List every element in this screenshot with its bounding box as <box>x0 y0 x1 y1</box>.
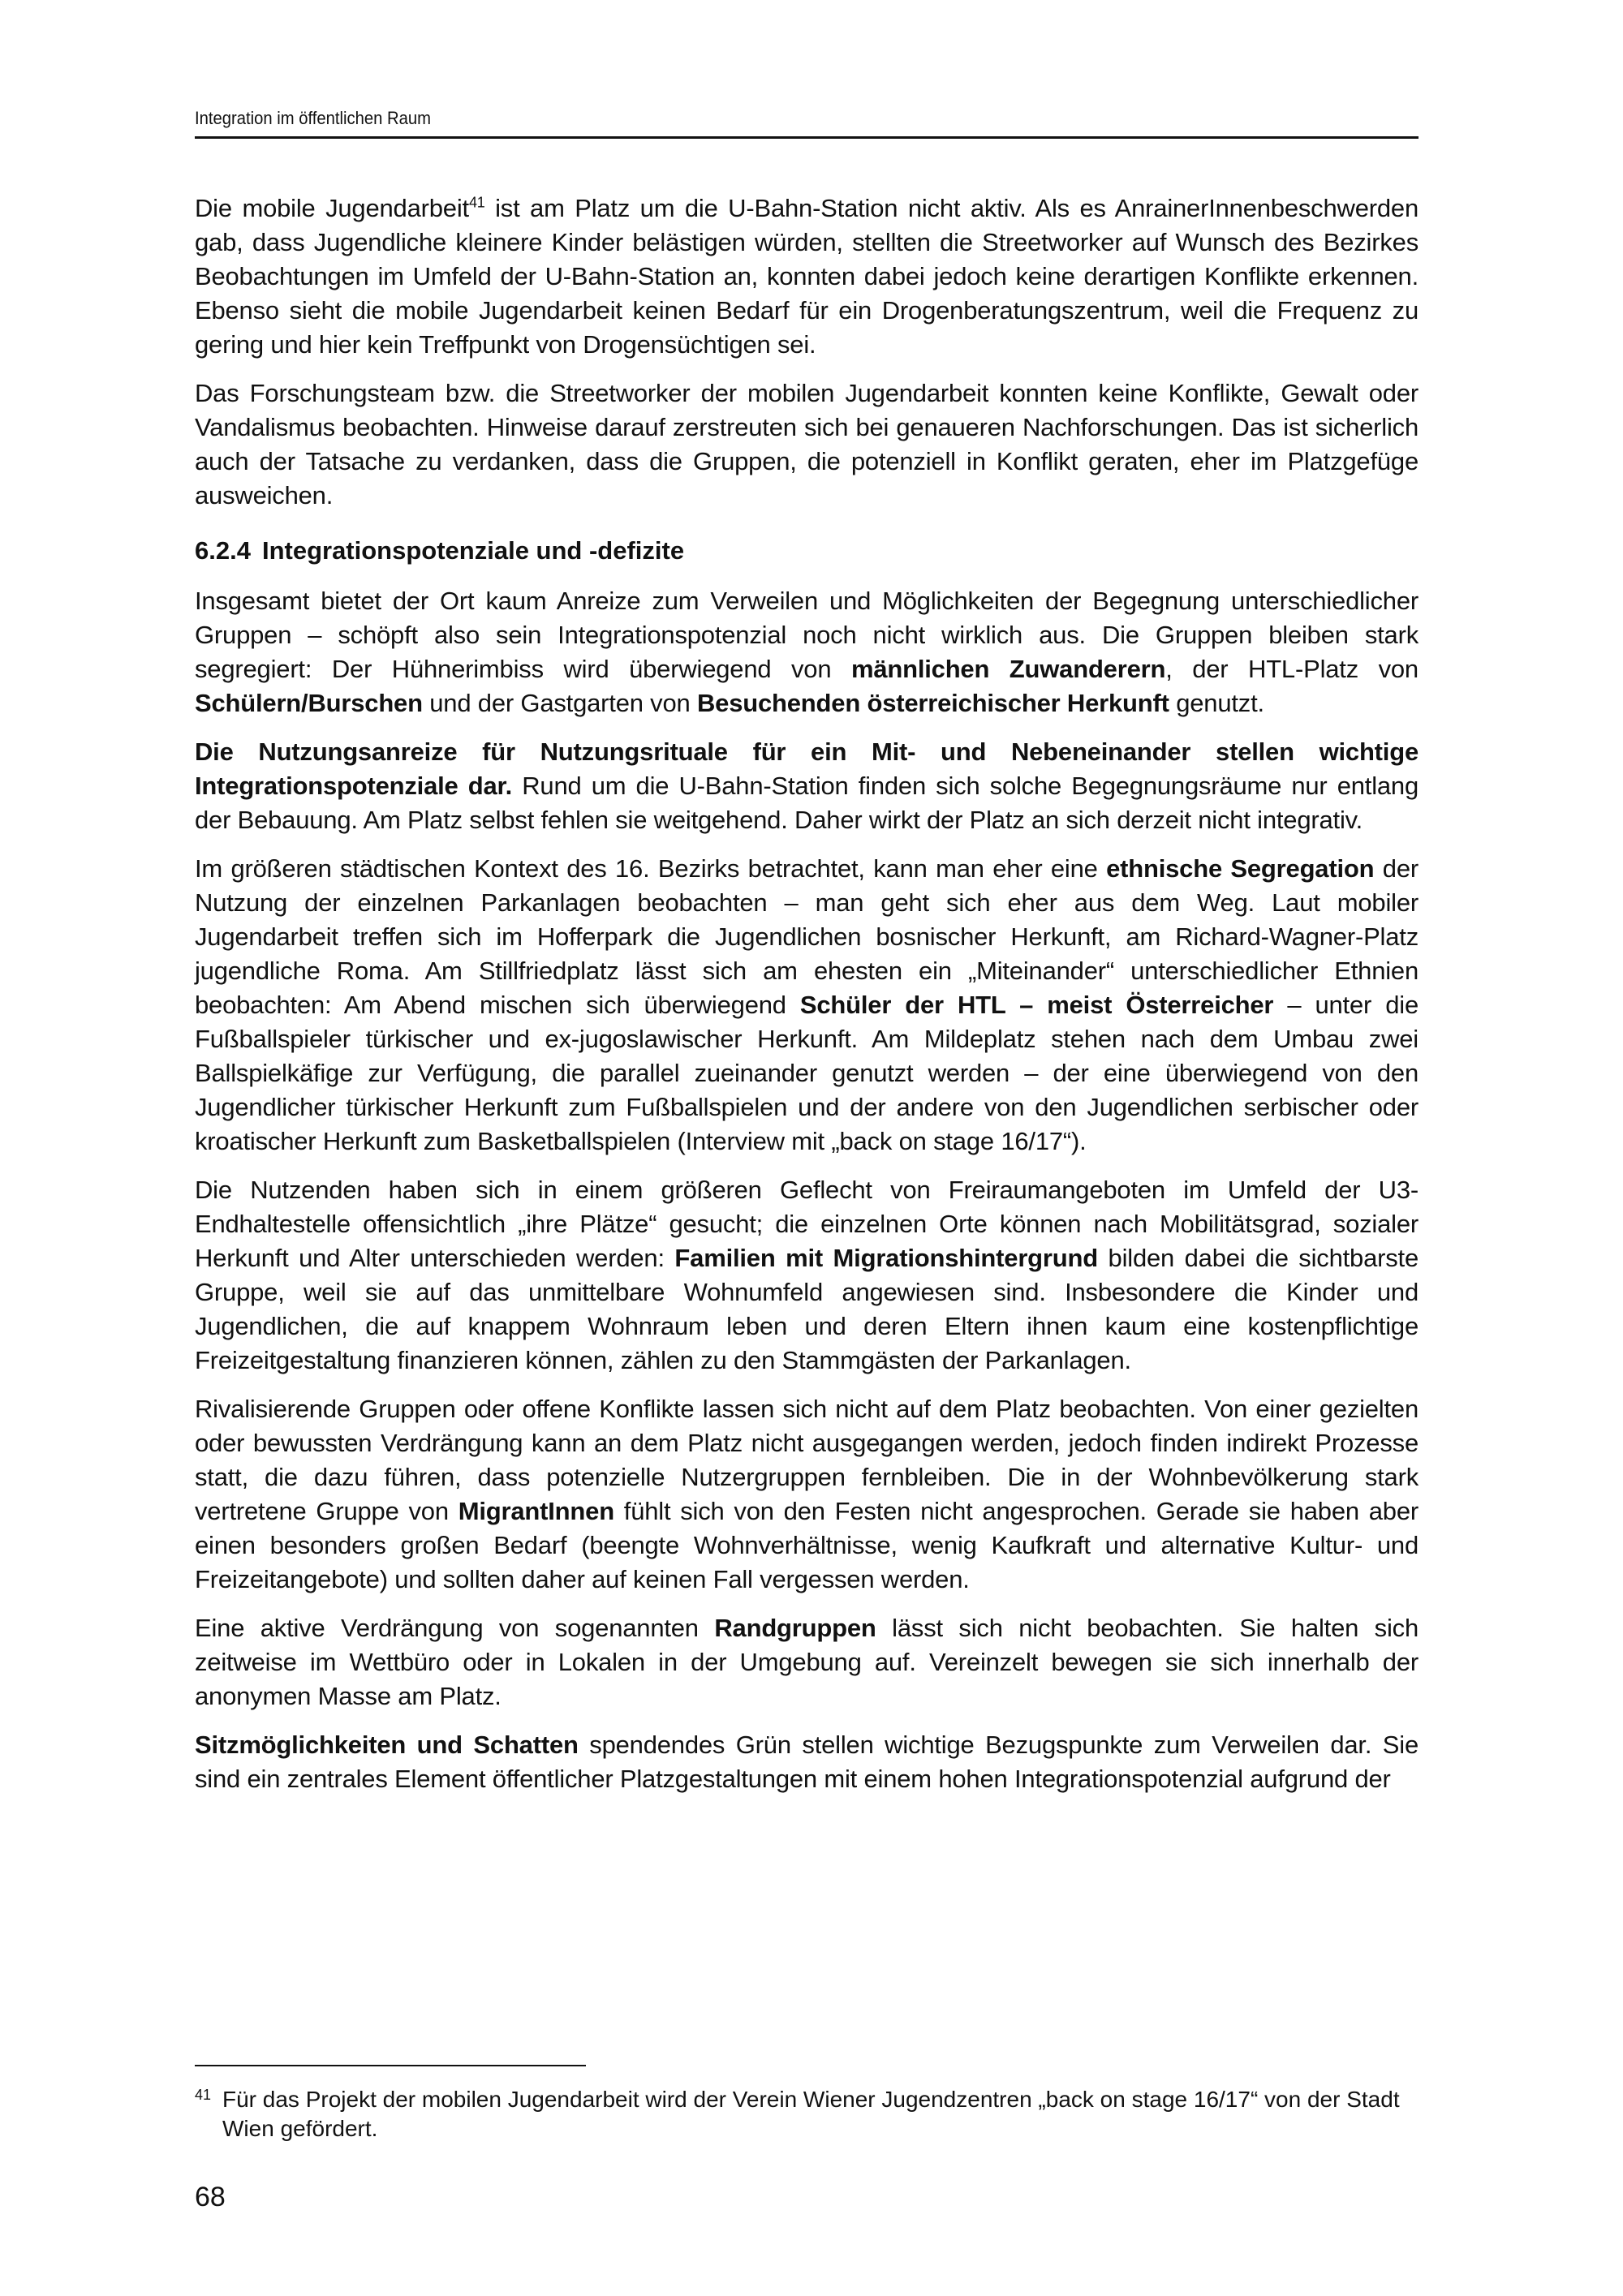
text-run: bilden dabei die sichtbarste Gruppe, weil sie auf das unmittelbare Wohnumfeld angewiesen sind. Insbesondere die Kinder und Jugendlichen, die auf knappem Wohnraum leben und deren Eltern ihnen kaum eine kostenpflichtige Freizeitgestaltung finanzieren können, zählen zu den Stammgästen der Parkanlagen. <box>195 1244 1419 1374</box>
bold-text: Familien mit Migrationshintergrund <box>674 1244 1098 1272</box>
text-run: fühlt sich von den Festen nicht angesprochen. Gerade sie haben aber einen besonders großen Bedarf (beengte Wohnverhältnisse, wenig Kaufkraft und alternative Kultur- und Freizeitangebote) und sollten daher auf keinen Fall vergessen werden. <box>195 1497 1419 1593</box>
bold-text: ethnische Segregation <box>1106 854 1375 883</box>
paragraph <box>195 584 1419 720</box>
bold-text: Besuchenden österreichischer Herkunft <box>696 689 1169 717</box>
footnote <box>195 2085 1419 2143</box>
paragraph <box>195 1392 1419 1597</box>
bold-text: Sitzmöglichkeiten und Schatten <box>195 1731 579 1759</box>
paragraph <box>195 735 1419 837</box>
section-heading <box>195 534 1419 568</box>
section-title: Integrationspotenziale und -defizite <box>261 536 685 565</box>
paragraph <box>195 376 1419 513</box>
text-run: Die Nutzenden haben sich in einem größeren Geflecht von Freiraumangeboten im Umfeld der U3-Endhaltestelle offensichtlich „ihre Plätze“ gesucht; die einzelnen Orte können nach Mobilitätsgrad, sozialer Herkunft und Alter unterschieden werden: <box>195 1176 1419 1272</box>
text-run: spendendes Grün stellen wichtige Bezugspunkte zum Verweilen dar. Sie sind ein zentrales Element öffentlicher Platzgestaltungen mit einem hohen Integrationspotenzial aufgrund der <box>195 1731 1419 1793</box>
text-run: der Nutzung der einzelnen Parkanlagen beobachten – man geht sich eher aus dem Weg. Laut mobiler Jugendarbeit treffen sich im Hofferpark die Jugendlichen bosnischer Herkunft, am Richard-Wagner-Platz jugendliche Roma. Am Stillfriedplatz lässt sich am ehesten ein „Miteinander“ unterschiedlicher Ethnien beobachten: Am Abend mischen sich überwiegend <box>195 854 1419 1019</box>
bold-text: Schülern/Burschen <box>195 689 423 717</box>
text-run: Insgesamt bietet der Ort kaum Anreize zum Verweilen und Möglichkeiten der Begegnung unterschiedlicher Gruppen – schöpft also sein Integrationspotenzial noch nicht wirklich aus. Die Gruppen bleiben stark segregiert: Der Hühnerimbiss wird überwiegend von <box>195 587 1419 683</box>
page-number: 68 <box>195 2182 226 2212</box>
footnote-text: Für das Projekt der mobilen Jugendarbeit wird der Verein Wiener Jugendzentren „back on stage 16/17“ von der Stadt Wien gefördert. <box>222 2087 1400 2141</box>
section-number: 6.2.4 <box>195 536 251 565</box>
bold-text: männlichen Zuwanderern <box>850 655 1166 683</box>
paragraph <box>195 1173 1419 1378</box>
text-run: – unter die Fußballspieler türkischer und ex-jugoslawischer Herkunft. Am Mildeplatz stehen nach dem Umbau zwei Ballspielkäfige zur Verfügung, die parallel zueinander genutzt werden – der eine überwiegend von den Jugendlicher türkischer Herkunft zum Fußballspielen und der andere von den Jugendlichen serbischer oder kroatischer Herkunft zum Basketballspielen (Interview mit „back on stage 16/17“). <box>195 991 1419 1155</box>
footnote-mark: 41 <box>195 2087 212 2103</box>
paragraph <box>195 1611 1419 1713</box>
text-run: Das Forschungsteam bzw. die Streetworker der mobilen Jugendarbeit konnten keine Konflikte, Gewalt oder Vandalismus beobachten. Hinweise darauf zerstreuten sich bei genaueren Nachforschungen. Das ist sicherlich auch der Tatsache zu verdanken, dass die Gruppen, die potenziell in Konflikt geraten, eher im Platzgefüge ausweichen. <box>195 379 1419 510</box>
text-run: und der Gastgarten von <box>422 689 697 717</box>
bold-text: Die Nutzungsanreize für Nutzungsrituale für ein Mit- und Nebeneinander stellen wichtige Integrationspotenziale dar. <box>195 737 1419 800</box>
text-run: Rivalisierende Gruppen oder offene Konflikte lassen sich nicht auf dem Platz beobachten. Von einer gezielten oder bewussten Verdrängung kann an dem Platz nicht ausgegangen werden, jedoch finden indirekt Prozesse statt, die dazu führen, dass potenzielle Nutzergruppen fernbleiben. Die in der Wohnbevölkerung stark vertretene Gruppe von <box>195 1395 1419 1525</box>
paragraphs-after <box>195 584 1419 1796</box>
running-header: Integration im öffentlichen Raum <box>195 108 432 128</box>
text-run: Im größeren städtischen Kontext des 16. Bezirks betrachtet, kann man eher eine <box>195 854 1107 883</box>
bold-text: MigrantInnen <box>458 1497 614 1525</box>
text-run: Eine aktive Verdrängung von sogenannten <box>195 1614 715 1642</box>
main-content <box>195 191 1419 1811</box>
text-run: genutzt. <box>1169 689 1264 717</box>
text-run: , der HTL-Platz von <box>1165 655 1419 683</box>
paragraphs-before <box>195 191 1419 513</box>
header-rule <box>195 136 1419 139</box>
paragraph <box>195 1728 1419 1796</box>
text-run: lässt sich nicht beobachten. Sie halten sich zeitweise im Wettbüro oder in Lokalen in der Umgebung auf. Vereinzelt bewegen sie sich innerhalb der anonymen Masse am Platz. <box>195 1614 1419 1710</box>
text-run: ist am Platz um die U-Bahn-Station nicht aktiv. Als es AnrainerInnenbeschwerden gab, dass Jugendliche kleinere Kinder belästigen würden, stellten die Streetworker auf Wunsch des Bezirkes Beobachtungen im Umfeld der U-Bahn-Station an, konnten dabei jedoch keine derartigen Konflikte erkennen. Ebenso sieht die mobile Jugendarbeit keinen Bedarf für ein Drogenberatungszentrum, weil die Frequenz zu gering und hier kein Treffpunkt von Drogensüchtigen sei. <box>195 194 1419 359</box>
paragraph <box>195 852 1419 1159</box>
paragraph <box>195 191 1419 362</box>
text-run: Die mobile Jugendarbeit <box>195 194 469 222</box>
footnote-rule <box>195 2065 586 2066</box>
footnote-ref: 41 <box>468 194 485 211</box>
text-run: Rund um die U-Bahn-Station finden sich solche Begegnungsräume nur entlang der Bebauung. Am Platz selbst fehlen sie weitgehend. Daher wirkt der Platz an sich derzeit nicht integrativ. <box>195 772 1419 834</box>
bold-text: Randgruppen <box>714 1614 876 1642</box>
bold-text: Schüler der HTL – meist Österreicher <box>799 991 1274 1019</box>
